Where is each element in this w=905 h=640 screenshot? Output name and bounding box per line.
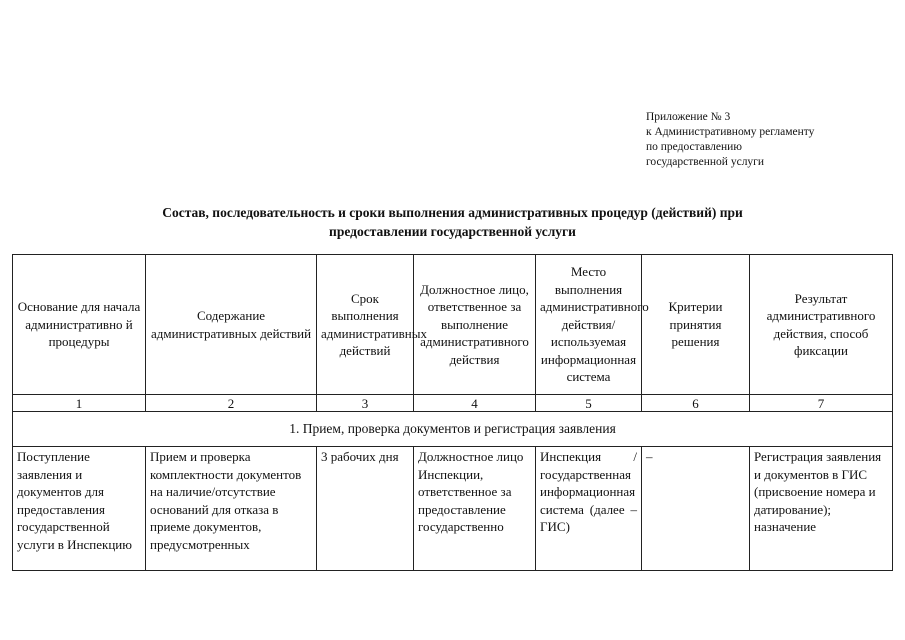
column-number-row xyxy=(13,395,893,412)
header-cell-criteria: Критерии принятия решения xyxy=(642,255,750,395)
cell-content: Прием и проверка комплектности документов на наличие/отсутствие оснований для отказа в приеме документов, предусмотренных xyxy=(146,447,317,571)
title-line-2: предоставлении государственной услуги xyxy=(329,224,576,239)
document-title xyxy=(60,203,845,241)
appendix-line: по предоставлению xyxy=(646,141,742,153)
header-row xyxy=(13,255,893,395)
header-cell-official: Должностное лицо, ответственное за выполнение административного действия xyxy=(414,255,536,395)
table-row xyxy=(13,447,893,571)
column-number: 3 xyxy=(317,395,414,412)
cell-basis: Поступление заявления и документов для предоставления государственной услуги в Инспекцию xyxy=(13,447,146,571)
section-row xyxy=(13,412,893,447)
column-number: 2 xyxy=(146,395,317,412)
header-cell-basis: Основание для начала административно й процедуры xyxy=(13,255,146,395)
appendix-line: к Административному регламенту xyxy=(646,126,815,138)
cell-official: Должностное лицо Инспекции, ответственное за предоставление государственно xyxy=(414,447,536,571)
cell-term: 3 рабочих дня xyxy=(317,447,414,571)
header-cell-result: Результат административного действия, способ фиксации xyxy=(750,255,893,395)
column-number: 4 xyxy=(414,395,536,412)
section-heading: 1. Прием, проверка документов и регистрация заявления xyxy=(13,412,893,447)
appendix-note xyxy=(646,110,814,170)
procedures-table xyxy=(12,254,893,571)
appendix-line: Приложение № 3 xyxy=(646,111,731,123)
header-cell-term: Срок выполнения административных действий xyxy=(317,255,414,395)
appendix-line: государственной услуги xyxy=(646,156,765,168)
column-number: 7 xyxy=(750,395,893,412)
header-cell-place: Место выполнения административного действия/ используемая информационная система xyxy=(536,255,642,395)
cell-place: Инспекция / государственная информационная система (далее – ГИС) xyxy=(536,447,642,571)
cell-result: Регистрация заявления и документов в ГИС (присвоение номера и датирование); назначение xyxy=(750,447,893,571)
column-number: 5 xyxy=(536,395,642,412)
header-cell-content: Содержание административных действий xyxy=(146,255,317,395)
title-line-1: Состав, последовательность и сроки выполнения административных процедур (действий) при xyxy=(162,205,743,220)
column-number: 6 xyxy=(642,395,750,412)
cell-criteria: – xyxy=(642,447,750,571)
column-number: 1 xyxy=(13,395,146,412)
